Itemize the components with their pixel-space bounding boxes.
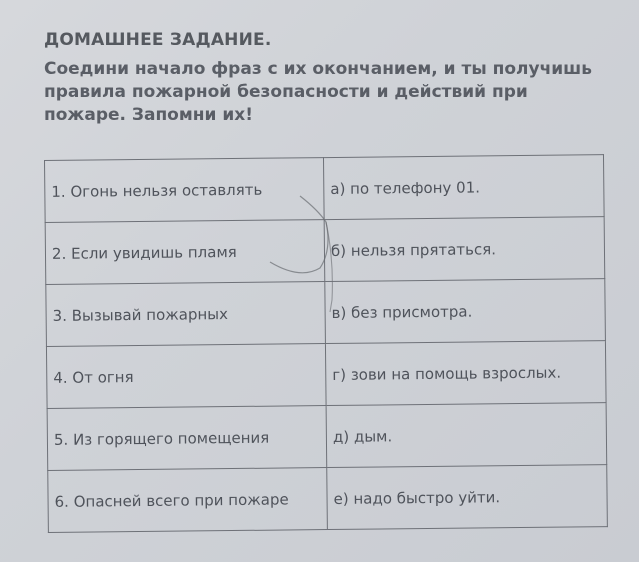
phrase-end: д) дым. — [326, 403, 607, 468]
table-row — [48, 465, 608, 533]
table-row — [45, 155, 605, 223]
phrase-start: 3. Вызывай пожарных — [46, 282, 326, 347]
homework-heading: ДОМАШНЕЕ ЗАДАНИЕ. — [44, 30, 272, 50]
table-row — [47, 403, 607, 471]
instruction-line: пожаре. Запомни их! — [44, 105, 253, 125]
phrase-start: 5. Из горящего помещения — [47, 406, 327, 471]
instruction-line: Соедини начало фраз с их окончанием, и ты получишь — [44, 59, 592, 79]
matching-table — [44, 154, 608, 533]
phrase-end: а) по телефону 01. — [323, 155, 604, 220]
phrase-end: в) без присмотра. — [325, 279, 606, 344]
phrase-start: 6. Опасней всего при пожаре — [48, 468, 328, 533]
table-row — [45, 217, 605, 285]
table-row — [46, 279, 606, 347]
phrase-start: 4. От огня — [46, 344, 326, 409]
instruction-line: правила пожарной безопасности и действий при — [44, 82, 528, 102]
table-row — [46, 341, 606, 409]
phrase-end: г) зови на помощь взрослых. — [325, 341, 606, 406]
phrase-end: б) нельзя прятаться. — [324, 217, 605, 282]
phrase-start: 2. Если увидишь пламя — [45, 220, 325, 285]
phrase-end: е) надо быстро уйти. — [327, 465, 608, 530]
phrase-start: 1. Огонь нельзя оставлять — [45, 158, 325, 223]
instruction-text — [44, 58, 604, 127]
